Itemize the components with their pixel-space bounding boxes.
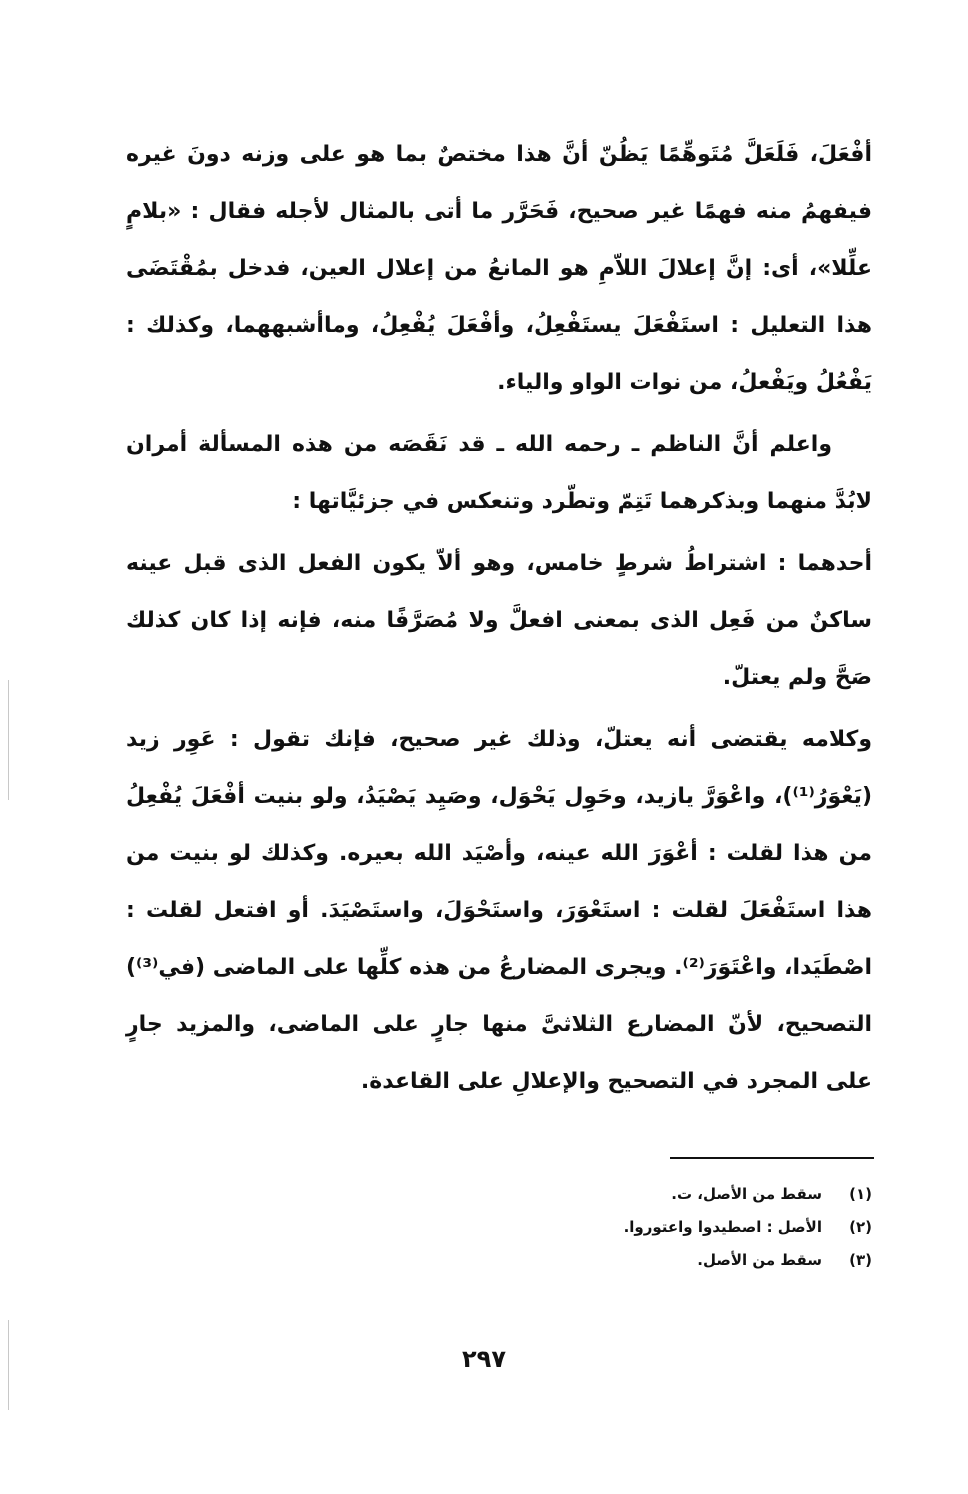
footnote-number: (٣)	[849, 1251, 872, 1269]
footnote-item	[452, 1178, 872, 1211]
scan-edge-mark	[8, 680, 9, 800]
footnote-text: الأصل : اصطيدوا واعتوروا.	[623, 1218, 822, 1236]
footnote-text: سقط من الأصل، ت.	[671, 1185, 822, 1203]
paragraph: واعلم أنَّ الناظم ـ رحمه الله ـ قد نَقَصَه من هذه المسألة أمران لابُدَّ منهما وبذكرهما تَتِمّ وتطّرد وتنعكس في جزئيَّاتها :	[126, 432, 872, 514]
footnote-text: سقط من الأصل.	[697, 1251, 822, 1269]
footnote-divider	[670, 1157, 874, 1159]
main-text	[126, 126, 872, 1110]
paragraph: أحدهما : اشتراطُ شرطٍ خامس، وهو ألاّ يكون الفعل الذى قبل عينه ساكنٌ من فَعِل الذى بمعنى افعلَّ ولا مُصَرَّفًا منه، فإنه إذا كان كذلك صَحَّ ولم يعتلّ.	[126, 551, 872, 690]
footnote-item	[452, 1244, 872, 1277]
footnotes	[452, 1178, 872, 1277]
footnote-number: (١)	[849, 1185, 872, 1203]
footnote-item	[452, 1211, 872, 1244]
footnote-number: (٢)	[849, 1218, 872, 1236]
paragraph: أفْعَلَ، فَلَعَلَّ مُتَوهِّمًا يَظُنّ أنَّ هذا مختصٌ بما هو على وزنه دونَ غيره فيفهمُ منه فهمًا غير صحيح، فَحَرَّر ما أتى بالمثال لأجله فقال : «بلامٍ علِّلا»، أى: إنَّ إعلالَ اللاّمِ هو المانعُ من إعلال العين، فدخل بمُقْتَضَى هذا التعليل : استَفْعَلَ يستَفْعِلُ، وأفْعَلَ يُفْعِلُ، وماأشبههما، وكذلك : يَفْعُلُ ويَفْعلُ، من نوات الواو والياء.	[126, 142, 872, 395]
page-number: ٢٩٧	[462, 1345, 506, 1373]
paragraph: وكلامه يقتضى أنه يعتلّ، وذلك غير صحيح، فإنك تقول : عَوِر زيد (يَعْوَرُ⁽¹⁾)، واعْوَرَّ يازيد، وحَوِل يَحْوَل، وصَيِد يَصْيَدُ، ولو بنيت أفْعَلَ يُفْعِلُ من هذا لقلت : أعْوَرَ الله عينه، وأصْيَد الله بعيره. وكذلك لو بنيت من هذا استَفْعَلَ لقلت : استَعْوَرَ، واستَحْوَلَ، واستَصْيَدَ. أو افتعل لقلت : اصْطَيَدا، واعْتَوَرَ⁽²⁾. ويجرى المضارعُ من هذه كلِّها على الماضى (في⁽³⁾) التصحيح، لأنّ المضارع الثلاثىَّ منها جارٍ على الماضى، والمزيد جارٍ على المجرد في التصحيح والإعلالِ على القاعدة.	[126, 727, 872, 1094]
